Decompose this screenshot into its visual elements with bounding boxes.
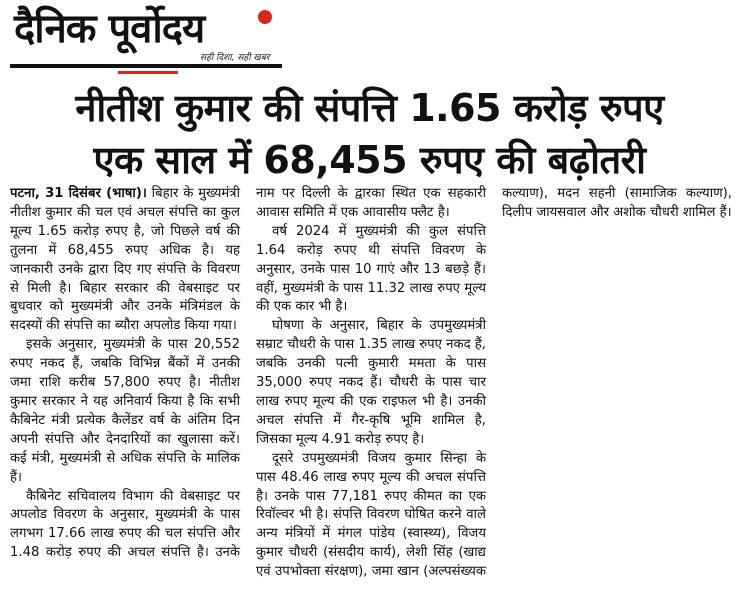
newspaper-logo: दैनिक पूर्वोदय bbox=[14, 6, 205, 52]
article-paragraph: घोषणा के अनुसार, बिहार के उपमुख्यमंत्री सम्राट चौधरी के पास 1.35 लाख रुपए नकद हैं, जबकि उनकी पत्नी कुमारी ममता के पास 35,000 रुपए नकद हैं। चौधरी के पास चार लाख रुपए मूल्य की एक राइफल भी है। उनकी अचल संपत्ति में गैर-कृषि भूमि शामिल है, जिसका मूल्य 4.91 करोड़ रुपए है। bbox=[256, 318, 486, 447]
headline-line-1: नीतीश कुमार की संपत्ति 1.65 करोड़ रुपए bbox=[75, 86, 664, 130]
article-paragraph: वर्ष 2024 में मुख्यमंत्री की कुल संपत्ति 1.64 करोड़ रुपए थी संपत्ति विवरण के अनुसार, उनके पास 10 गाएं और 13 बछड़े हैं। वहीं, मुख्यमंत्री के पास 11.32 लाख रुपए मूल्य की एक कार भी है। bbox=[256, 223, 486, 315]
article-paragraph: दूसरे उपमुख्यमंत्री विजय कुमार सिन्हा के पास 48.46 लाख रुपए मूल्य की अचल संपत्ति है। उनके पास 77,181 रुपए कीमत का एक रिवॉल्वर भी है। संपत्ति विवरण घोषित करने वाले अन्य मंत्रियों में मंगल पांडेय (स्वास्थ्य), विजय कुमार चौधरी (संसदीय कार्य), लेशी सिंह (खाद्य एवं उपभोक्ता संरक्षण), जमा खान (अल्पसंख्यक कल्याण), मदन सहनी (सामाजिक कल्याण), दिलीप जायसवाल और अशोक चौधरी शामिल हैं। bbox=[256, 186, 732, 580]
article-body bbox=[10, 185, 732, 600]
masthead-accent-line bbox=[118, 71, 178, 74]
article-paragraph bbox=[10, 185, 240, 336]
dateline: पटना, 31 दिसंबर (भाषा)। bbox=[10, 186, 147, 201]
article-paragraph: इसके अनुसार, मुख्यमंत्री के पास 20,552 रुपए नकद हैं, जबकि विभिन्न बैंकों में उनकी जमा राशि करीब 57,800 रुपए है। नीतीश कुमार सरकार ने यह अनिवार्य किया है कि सभी कैबिनेट मंत्री प्रत्येक कैलेंडर वर्ष के अंतिम दिन अपनी संपत्ति और देनदारियों का खुलासा करें। कई मंत्री, मुख्यमंत्री से अधिक संपत्ति के मालिक हैं। bbox=[10, 337, 240, 485]
headline bbox=[0, 82, 739, 186]
masthead bbox=[0, 0, 739, 76]
article-paragraph-text: बिहार के मुख्यमंत्री नीतीश कुमार की चल एवं अचल संपत्ति का कुल मूल्य 1.65 करोड़ रुपए है, जो पिछले वर्ष की तुलना में 68,455 रुपए अधिक है। यह जानकारी उनके द्वारा दिए गए संपत्ति के विवरण से मिली है। बिहार सरकार की वेबसाइट पर बुधवार को मुख्यमंत्री और उनके मंत्रिमंडल के सदस्यों की संपत्ति का ब्यौरा अपलोड किया गया। bbox=[10, 186, 240, 334]
newspaper-tagline: सही दिशा, सही खबर bbox=[200, 53, 270, 63]
headline-line-2: एक साल में 68,455 रुपए की बढ़ोतरी bbox=[93, 138, 646, 182]
logo-dot-icon bbox=[258, 10, 272, 24]
article-paragraph: कैबिनेट सचिवालय विभाग की वेबसाइट पर अपलोड विवरण के अनुसार, मुख्यमंत्री के पास लगभग 17.66 लाख रुपए की चल संपत्ति और 1.48 करोड़ रुपए की अचल संपत्ति है। उनके नाम पर दिल्ली के द्वारका स्थित एक सहकारी आवास समिति में एक आवासीय फ्लैट है। bbox=[10, 186, 486, 561]
masthead-rule bbox=[10, 64, 282, 68]
